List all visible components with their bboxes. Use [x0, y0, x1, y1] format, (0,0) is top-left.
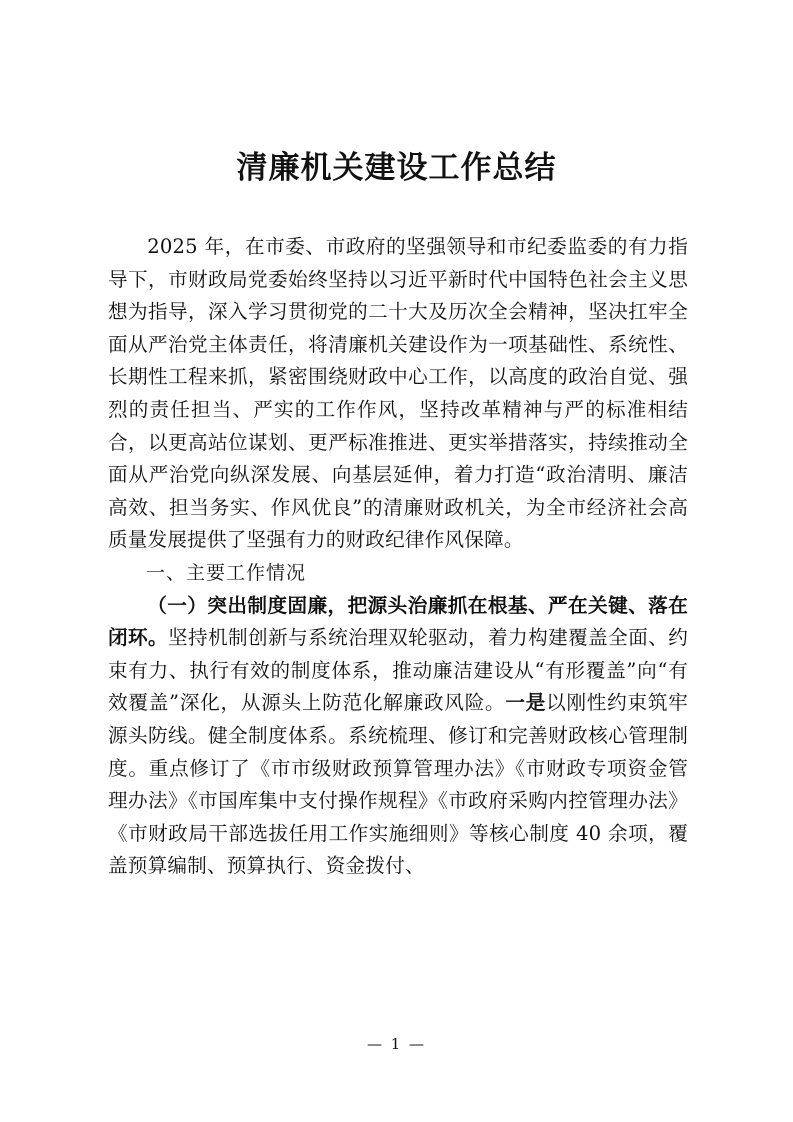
subsection-text-b: 以刚性约束筑牢源头防线。健全制度体系。系统梳理、修订和完善财政核心管理制度。重点修订了《市市级财政预算管理办法》《市财政专项资金管理办法》《市国库集中支付操作规程》《市政府采购内控管理办法》《市财政局干部选拔任用工作实施细则》等核心制度 40 余项，覆盖预算编制、预算执行、资金拨付、: [108, 691, 688, 878]
intro-paragraph: 2025 年，在市委、市政府的坚强领导和市纪委监委的有力指导下，市财政局党委始终坚持以习近平新时代中国特色社会主义思想为指导，深入学习贯彻党的二十大及历次全会精神，坚决扛牢全面从严治党主体责任，将清廉机关建设作为一项基础性、系统性、长期性工程来抓，紧密围绕财政中心工作，以高度的政治自觉、强烈的责任担当、严实的工作作风，坚持改革精神与严的标准相结合，以更高站位谋划、更严标准推进、更实举措落实，持续推动全面从严治党向纵深发展、向基层延伸，着力打造“政治清明、廉洁高效、担当务实、作风优良”的清廉财政机关，为全市经济社会高质量发展提供了坚强有力的财政纪律作风保障。: [108, 235, 688, 552]
subsection-heading: （一）突出制度固廉，把源头治廉抓在根基、严在关键、落在闭环。: [108, 593, 688, 650]
document-body: [108, 231, 688, 883]
point-one-label: 一是: [505, 691, 547, 715]
section-heading-main-work: 一、主要工作情况: [146, 561, 307, 584]
subsection-text-a: 坚持机制创新与系统治理双轮驱动，着力构建覆盖全面、约束有力、执行有效的制度体系，推动廉洁建设从“有形覆盖”向“有效覆盖”深化，从源头上防范化解廉政风险。: [108, 626, 688, 715]
page-number: — 1 —: [366, 1035, 427, 1053]
document-title: 清廉机关建设工作总结: [236, 150, 557, 186]
subsection-paragraph: [108, 590, 688, 883]
